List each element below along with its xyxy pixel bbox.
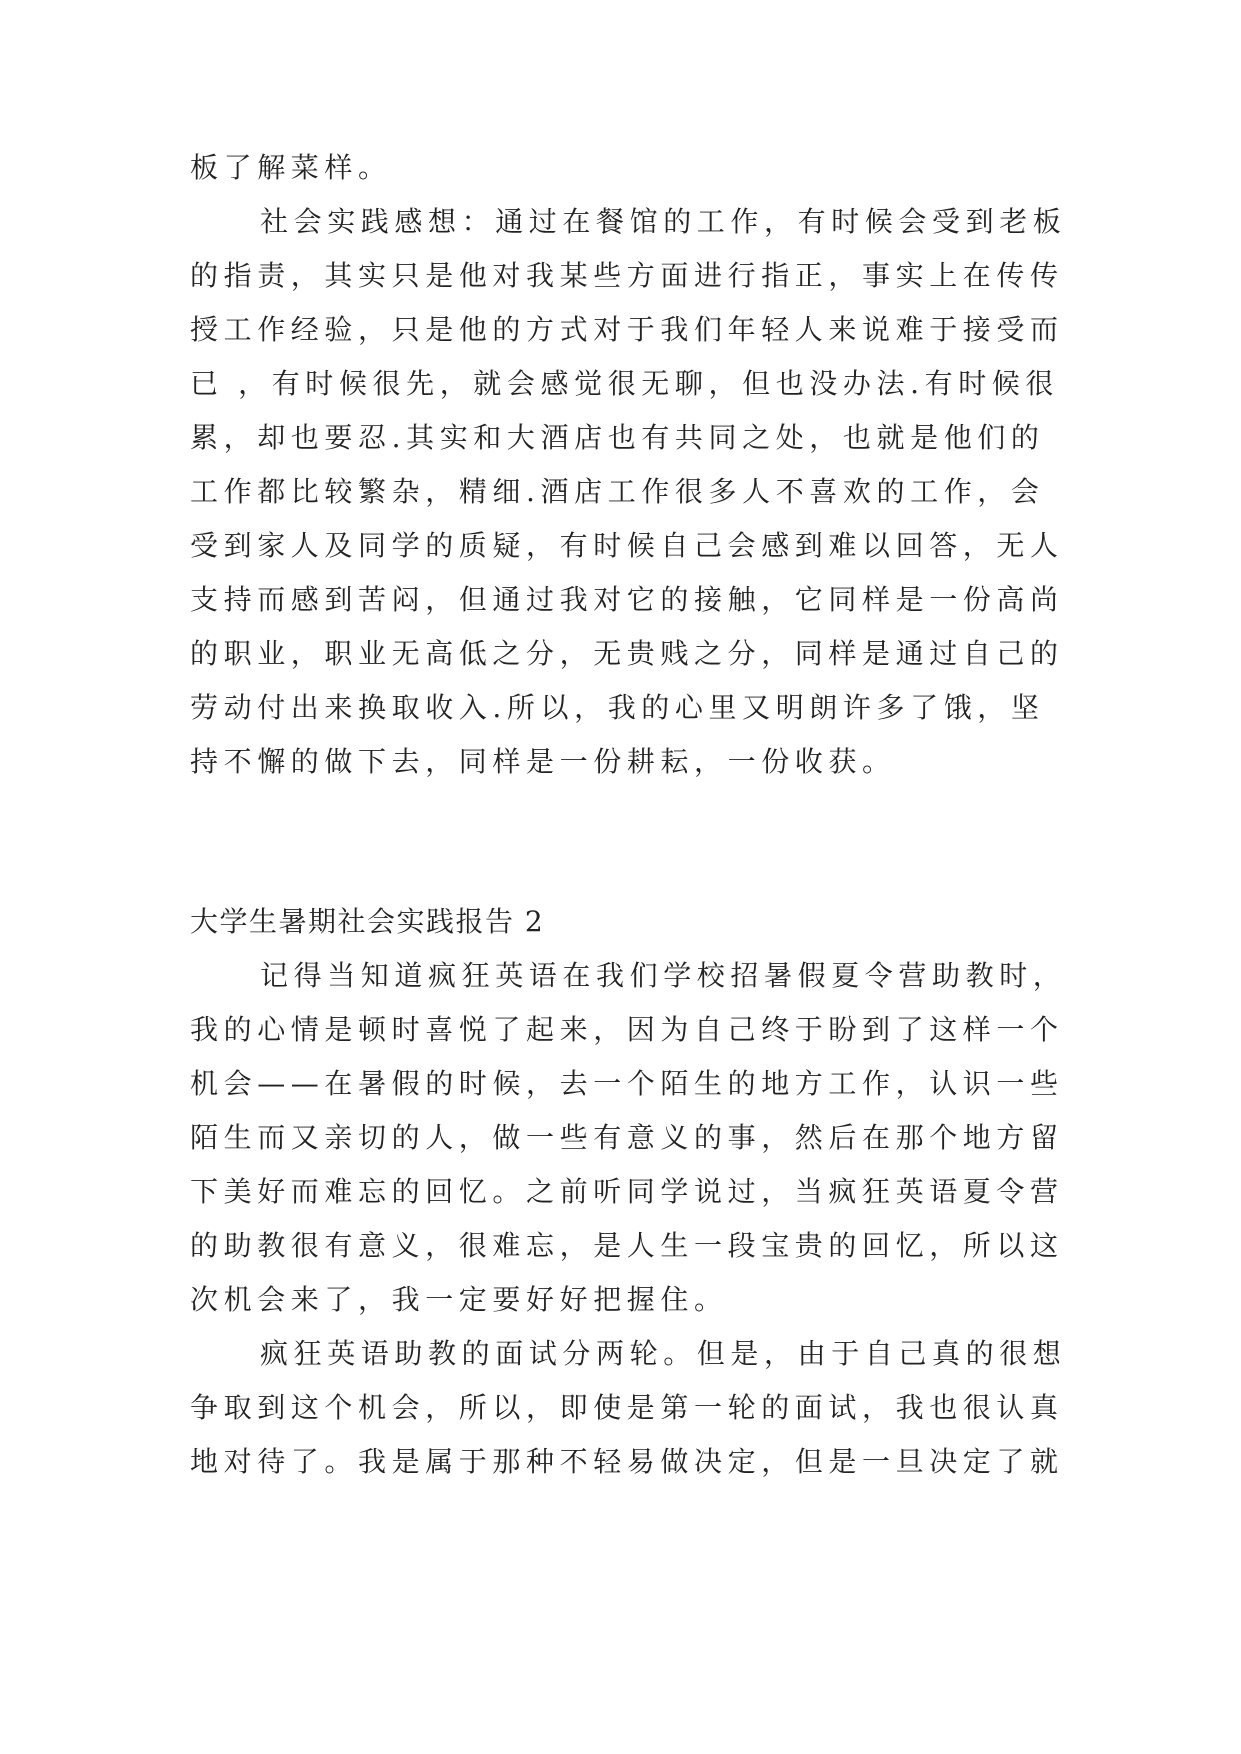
section-heading: 大学生暑期社会实践报告 2 [190, 905, 545, 938]
text-line: 的助教很有意义，很难忘，是人生一段宝贵的回忆，所以这 [190, 1229, 1064, 1262]
text-line: 下美好而难忘的回忆。之前听同学说过，当疯狂英语夏令营 [190, 1175, 1064, 1208]
text-line: 的指责，其实只是他对我某些方面进行指正，事实上在传传 [190, 259, 1064, 292]
text-line: 累，却也要忍.其实和大酒店也有共同之处，也就是他们的 [190, 421, 1045, 454]
text-line: 地对待了。我是属于那种不轻易做决定，但是一旦决定了就 [190, 1445, 1064, 1478]
text-line: 授工作经验，只是他的方式对于我们年轻人来说难于接受而 [190, 313, 1064, 346]
text-line: 机会——在暑假的时候，去一个陌生的地方工作，认识一些 [190, 1067, 1064, 1100]
text-line: 劳动付出来换取收入.所以，我的心里又明朗许多了饿，坚 [190, 691, 1045, 724]
text-line: 支持而感到苦闷，但通过我对它的接触，它同样是一份高尚 [190, 583, 1064, 616]
text-line: 的职业，职业无高低之分，无贵贱之分，同样是通过自己的 [190, 637, 1064, 670]
text-line: 工作都比较繁杂，精细.酒店工作很多人不喜欢的工作，会 [190, 475, 1045, 508]
text-line: 争取到这个机会，所以，即使是第一轮的面试，我也很认真 [190, 1391, 1064, 1424]
text-line: 板了解菜样。 [190, 151, 392, 184]
text-line: 已 ，有时候很先，就会感觉很无聊，但也没办法.有时候很 [190, 367, 1060, 400]
text-line: 持不懈的做下去，同样是一份耕耘，一份收获。 [190, 745, 896, 778]
paragraph-first-line: 社会实践感想：通过在餐馆的工作，有时候会受到老板 [260, 205, 1067, 238]
text-line: 我的心情是顿时喜悦了起来，因为自己终于盼到了这样一个 [190, 1013, 1064, 1046]
text-line: 陌生而又亲切的人，做一些有意义的事，然后在那个地方留 [190, 1121, 1064, 1154]
paragraph-first-line: 疯狂英语助教的面试分两轮。但是，由于自己真的很想 [260, 1337, 1067, 1370]
text-line: 次机会来了，我一定要好好把握住。 [190, 1283, 728, 1316]
text-line: 受到家人及同学的质疑，有时候自己会感到难以回答，无人 [190, 529, 1064, 562]
paragraph-first-line: 记得当知道疯狂英语在我们学校招暑假夏令营助教时， [260, 959, 1067, 992]
